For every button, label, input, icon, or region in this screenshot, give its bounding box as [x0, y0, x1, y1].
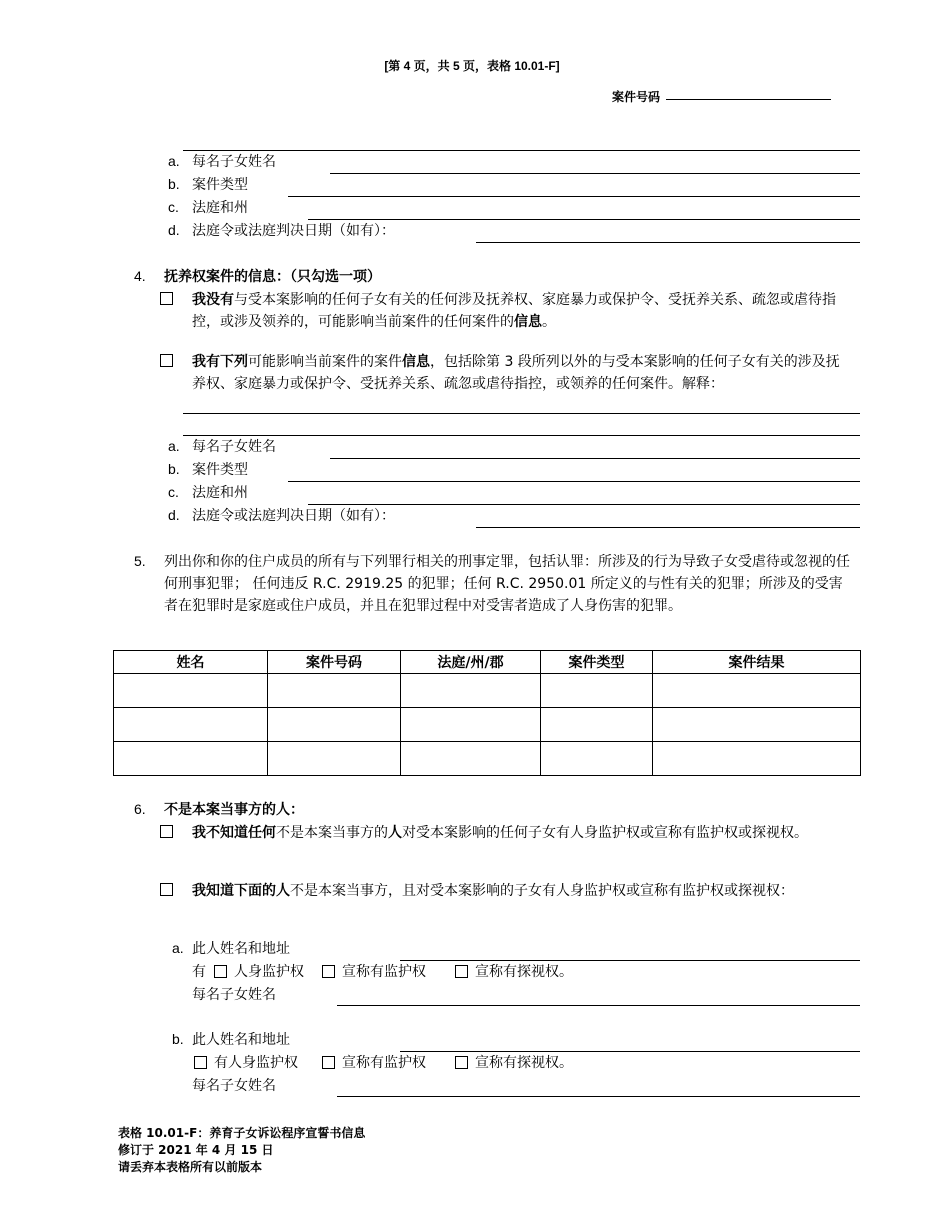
table-cell[interactable]	[268, 742, 401, 776]
table-header-row	[114, 651, 861, 674]
item-letter: b.	[168, 176, 180, 192]
table-cell[interactable]	[541, 674, 653, 708]
item-letter: b.	[168, 461, 180, 477]
table-cell[interactable]	[114, 742, 268, 776]
section-number: 6.	[134, 801, 146, 817]
children-names-label: 每名子女姓名	[192, 154, 276, 170]
person-name-address-label: 此人姓名和地址	[192, 1032, 290, 1048]
children-names-label: 每名子女姓名	[192, 1078, 276, 1094]
has-prefix-label: 有	[192, 964, 206, 980]
item-letter: a.	[168, 153, 180, 169]
children-names-field[interactable]	[337, 1096, 860, 1097]
order-date-field[interactable]	[476, 527, 860, 528]
table-cell[interactable]	[114, 674, 268, 708]
have-info-checkbox[interactable]	[160, 354, 173, 367]
footer-form-title: 表格 10.01-F：养育子女诉讼程序宣誓书信息	[118, 1126, 366, 1140]
table-cell[interactable]	[541, 708, 653, 742]
claims-visitation-label: 宣称有探视权。	[475, 1055, 573, 1071]
know-person-checkbox[interactable]	[160, 883, 173, 896]
item-letter: b.	[172, 1031, 184, 1047]
explain-line[interactable]	[183, 435, 860, 436]
item-letter: a.	[168, 438, 180, 454]
table-cell[interactable]	[401, 674, 541, 708]
case-type-field[interactable]	[288, 481, 860, 482]
table-cell[interactable]	[653, 708, 861, 742]
person-name-address-field[interactable]	[400, 960, 860, 961]
children-names-label: 每名子女姓名	[192, 439, 276, 455]
table-cell[interactable]	[401, 708, 541, 742]
case-type-label: 案件类型	[192, 177, 248, 193]
custody-checkbox[interactable]	[194, 1056, 207, 1069]
section6-title: 不是本案当事方的人：	[164, 802, 304, 818]
court-state-label: 法庭和州	[192, 200, 248, 216]
children-names-label: 每名子女姓名	[192, 987, 276, 1003]
case-number-field[interactable]	[666, 99, 831, 100]
have-info-text: 我有下列可能影响当前案件的案件信息，包括除第 3 段所列以外的与受本案影响的任何子女有关的涉及抚养权、家庭暴力或保护令、受抚养关系、疏忽或虐待指控，或领养的任何案件。解释：	[192, 354, 840, 392]
col-case-type: 案件类型	[541, 651, 653, 674]
children-names-field[interactable]	[330, 458, 860, 459]
claims-custody-label: 宣称有监护权	[342, 1055, 426, 1071]
table-cell[interactable]	[268, 674, 401, 708]
col-court: 法庭/州/郡	[401, 651, 541, 674]
table-cell[interactable]	[653, 674, 861, 708]
case-number-label: 案件号码	[612, 90, 661, 104]
children-names-field[interactable]	[330, 173, 860, 174]
footer-discard-note: 请丢弃本表格所有以前版本	[118, 1160, 263, 1174]
section-number: 4.	[134, 268, 146, 284]
footer-revision-date: 修订于 2021 年 4 月 15 日	[118, 1143, 274, 1157]
item-letter: d.	[168, 222, 180, 238]
know-person-text: 我知道下面的人不是本案当事方，且对受本案影响的子女有人身监护权或宣称有监护权或探视权：	[192, 883, 794, 899]
item-letter: c.	[168, 484, 179, 500]
order-date-label: 法庭令或法庭判决日期（如有）：	[192, 223, 395, 239]
col-name: 姓名	[114, 651, 268, 674]
section5-text: 列出你和你的住户成员的所有与下列罪行相关的刑事定罪，包括认罪：所涉及的行为导致子女受虐待或忽视的任何刑事犯罪； 任何违反 R.C. 2919.25 的犯罪；任何 R.C. 2950.01 所定义的与性有关的犯罪；所涉及的受害者在犯罪时是家庭或住户成员，并且在犯罪过程中对受害者造成了人身伤害的犯罪。	[164, 554, 850, 614]
table-row	[114, 742, 861, 776]
case-type-label: 案件类型	[192, 462, 248, 478]
col-outcome: 案件结果	[653, 651, 861, 674]
court-state-label: 法庭和州	[192, 485, 248, 501]
table-row	[114, 708, 861, 742]
dont-know-text: 我不知道任何不是本案当事方的人对受本案影响的任何子女有人身监护权或宣称有监护权或探视权。	[192, 825, 808, 841]
item-letter: d.	[168, 507, 180, 523]
section4-title: 抚养权案件的信息：（只勾选一项）	[164, 269, 381, 285]
page-info: [第 4 页，共 5 页，表格 10.01-F]	[384, 59, 560, 73]
table-row	[114, 674, 861, 708]
person-name-address-label: 此人姓名和地址	[192, 941, 290, 957]
table-cell[interactable]	[401, 742, 541, 776]
table-cell[interactable]	[653, 742, 861, 776]
item-letter: c.	[168, 199, 179, 215]
no-info-checkbox[interactable]	[160, 292, 173, 305]
explain-line[interactable]	[183, 150, 860, 151]
convictions-table	[113, 650, 861, 776]
col-case-number: 案件号码	[268, 651, 401, 674]
section-number: 5.	[134, 553, 146, 569]
table-cell[interactable]	[114, 708, 268, 742]
item-letter: a.	[172, 940, 184, 956]
person-name-address-field[interactable]	[400, 1051, 860, 1052]
claims-custody-label: 宣称有监护权	[342, 964, 426, 980]
claims-visitation-checkbox[interactable]	[455, 965, 468, 978]
explain-line[interactable]	[183, 413, 860, 414]
children-names-field[interactable]	[337, 1005, 860, 1006]
order-date-field[interactable]	[476, 242, 860, 243]
claims-custody-checkbox[interactable]	[322, 965, 335, 978]
order-date-label: 法庭令或法庭判决日期（如有）：	[192, 508, 395, 524]
custody-label: 人身监护权	[234, 964, 304, 980]
table-cell[interactable]	[268, 708, 401, 742]
dont-know-checkbox[interactable]	[160, 825, 173, 838]
table-cell[interactable]	[541, 742, 653, 776]
custody-label: 有人身监护权	[214, 1055, 298, 1071]
claims-custody-checkbox[interactable]	[322, 1056, 335, 1069]
custody-checkbox[interactable]	[214, 965, 227, 978]
case-type-field[interactable]	[288, 196, 860, 197]
claims-visitation-label: 宣称有探视权。	[475, 964, 573, 980]
claims-visitation-checkbox[interactable]	[455, 1056, 468, 1069]
no-info-text: 我没有与受本案影响的任何子女有关的任何涉及抚养权、家庭暴力或保护令、受抚养关系、疏忽或虐待指控，或涉及领养的，可能影响当前案件的任何案件的信息。	[192, 292, 836, 330]
